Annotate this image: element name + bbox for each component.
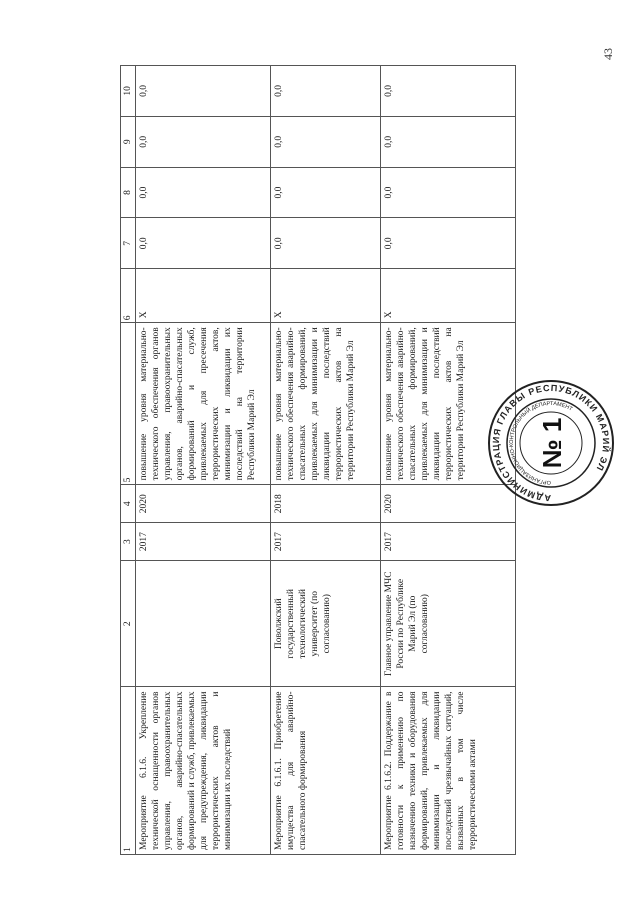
- header-col-10: 10: [121, 66, 136, 117]
- end-year: 2020: [136, 485, 271, 523]
- header-col-7: 7: [121, 218, 136, 269]
- value-col-7: 0,0: [271, 218, 381, 269]
- start-year: 2017: [271, 523, 381, 561]
- program-activities-table: [120, 65, 516, 855]
- table-row: [136, 66, 271, 855]
- executor: Главное управление МЧС России по Республике Марий Эл (по согласованию): [381, 561, 516, 687]
- expected-result: повышение уровня материально-технического обеспечения аварийно-спасательных формирований, привлекаемых для минимизации и ликвидации последствий террористических актов на территории Республики Марий Эл: [271, 323, 381, 485]
- value-col-10: 0,0: [271, 66, 381, 117]
- table-row: [271, 66, 381, 855]
- value-col-9: 0,0: [136, 116, 271, 167]
- budget-code: X: [271, 269, 381, 323]
- value-col-9: 0,0: [381, 116, 516, 167]
- official-stamp: [486, 378, 616, 508]
- value-col-10: 0,0: [136, 66, 271, 117]
- value-col-7: 0,0: [136, 218, 271, 269]
- stamp-outer-text: АДМИНИСТРАЦИЯ ГЛАВЫ РЕСПУБЛИКИ МАРИЙ ЭЛ: [490, 382, 612, 504]
- start-year: 2017: [381, 523, 516, 561]
- header-row: [121, 66, 136, 855]
- executor: [136, 561, 271, 687]
- header-col-6: 6: [121, 269, 136, 323]
- executor: Поволжский государственный технологический университет (по согласованию): [271, 561, 381, 687]
- stamp-number: № 1: [537, 417, 567, 469]
- budget-code: X: [381, 269, 516, 323]
- expected-result: повышение уровня материально-технического обеспечения аварийно-спасательных формирований, привлекаемых для минимизации и ликвидации последствий террористических актов на территории Республики Марий Эл: [381, 323, 516, 485]
- end-year: 2020: [381, 485, 516, 523]
- activity-name: Мероприятие 6.1.6.2. Поддержание в готовности к применению по назначению техники и оборудования формирований, привлекаемых для минимизации и ликвидации последствий чрезвычайных ситуаций, вызванных в том числе террористическими актами: [381, 687, 516, 855]
- start-year: 2017: [136, 523, 271, 561]
- activity-name: Мероприятие 6.1.6. Укрепление технической оснащенности органов управления, правоохранительных органов, аварийно-спасательных формирований и служб, привлекаемых для предупреждения, ликвидации террористических актов и минимизации их последствий: [136, 687, 271, 855]
- header-col-4: 4: [121, 485, 136, 523]
- header-col-3: 3: [121, 523, 136, 561]
- header-col-5: 5: [121, 323, 136, 485]
- value-col-7: 0,0: [381, 218, 516, 269]
- header-col-2: 2: [121, 561, 136, 687]
- value-col-10: 0,0: [381, 66, 516, 117]
- page-number: 43: [601, 48, 615, 60]
- activity-name: Мероприятие 6.1.6.1. Приобретение имущества для аварийно-спасательного формирования: [271, 687, 381, 855]
- budget-code: X: [136, 269, 271, 323]
- expected-result: повышение уровня материально-технического обеспечения органов управления, правоохранительных органов, аварийно-спасательных формирований и служб, привлекаемых для пресечения террористических актов, минимизации и ликвидации их последствий на территории Республики Марий Эл: [136, 323, 271, 485]
- end-year: 2018: [271, 485, 381, 523]
- header-col-9: 9: [121, 116, 136, 167]
- value-col-8: 0,0: [381, 167, 516, 218]
- header-col-8: 8: [121, 167, 136, 218]
- value-col-8: 0,0: [271, 167, 381, 218]
- stamp-inner-text: ОРГАНИЗАЦИОННО-КОНТРОЛЬНЫЙ ДЕПАРТАМЕНТ: [508, 400, 574, 486]
- value-col-8: 0,0: [136, 167, 271, 218]
- stamp-seal-icon: [486, 378, 616, 508]
- value-col-9: 0,0: [271, 116, 381, 167]
- header-col-1: 1: [121, 687, 136, 855]
